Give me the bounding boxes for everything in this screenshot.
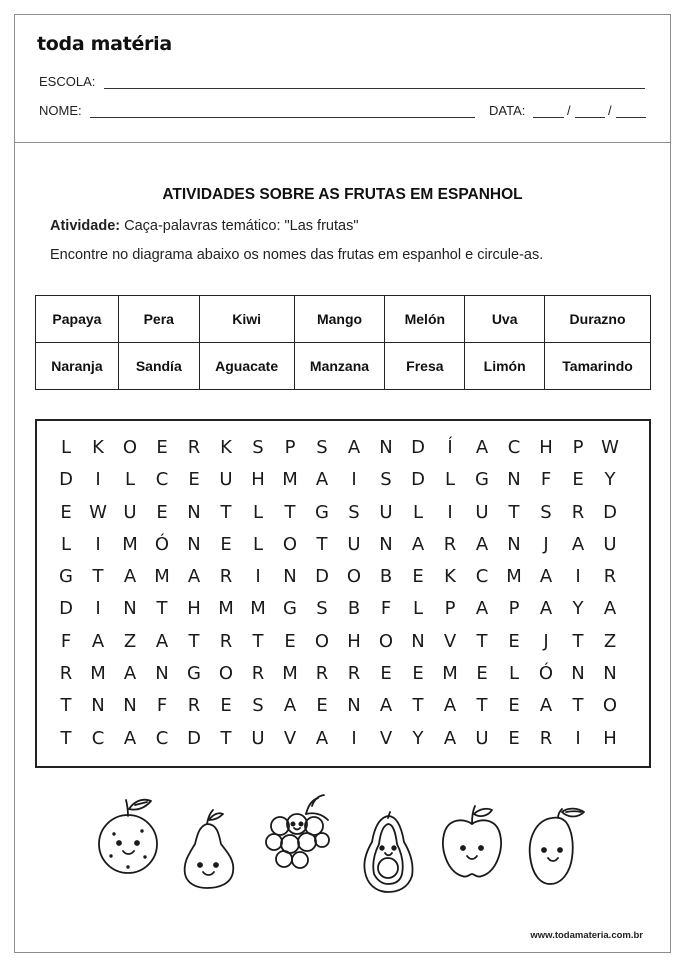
grid-letter[interactable]: U [347,533,361,555]
grid-letter[interactable]: N [91,695,105,717]
grid-letter[interactable]: B [347,598,361,620]
grid-letter[interactable]: U [123,501,137,523]
grid-letter[interactable]: L [252,501,264,523]
grid-letter[interactable]: N [123,695,137,717]
grid-letter[interactable]: U [475,727,489,749]
grid-letter[interactable]: U [251,727,265,749]
grid-letter[interactable]: T [60,727,72,749]
grid-letter[interactable]: D [187,727,201,749]
grid-letter[interactable]: I [95,469,101,491]
grid-letter[interactable]: N [603,663,617,685]
grid-letter[interactable]: M [282,469,298,491]
grid-letter[interactable]: E [220,695,232,717]
grid-letter[interactable]: A [123,727,137,749]
grid-letter[interactable]: A [475,598,489,620]
grid-letter[interactable]: L [60,533,72,555]
grid-letter[interactable]: J [543,533,549,555]
grid-letter[interactable]: A [123,566,137,588]
grid-letter[interactable]: A [539,566,553,588]
grid-letter[interactable]: N [379,533,393,555]
grid-letter[interactable]: T [508,501,520,523]
grid-letter[interactable]: I [575,566,581,588]
grid-letter[interactable]: S [316,437,328,458]
grid-letter[interactable]: A [283,695,297,717]
grid-letter[interactable]: F [540,469,552,491]
grid-letter[interactable]: L [444,469,456,491]
grid-letter[interactable]: H [347,630,361,652]
date-separator: / [567,103,571,118]
grid-letter[interactable]: A [315,469,329,491]
grid-letter[interactable]: N [155,663,169,685]
grid-letter[interactable]: M [90,663,106,685]
grid-letter[interactable]: N [411,630,425,652]
grid-letter[interactable]: A [91,630,105,652]
grid-letter[interactable]: R [571,501,585,523]
apple-icon [440,804,504,880]
grid-letter[interactable]: A [347,437,361,458]
grid-letter[interactable]: S [380,469,392,491]
grid-letter[interactable]: T [476,695,488,717]
grid-letter[interactable]: R [603,566,617,588]
grid-letter[interactable]: I [351,727,357,749]
word-cell: Sandía [118,343,199,390]
word-cell: Papaya [36,296,119,343]
grid-letter[interactable]: V [283,727,297,749]
grid-letter[interactable]: Y [572,598,584,620]
grid-letter[interactable]: L [60,437,72,458]
grid-letter[interactable]: V [379,727,393,749]
word-cell: Tamarindo [545,343,651,390]
grapes-icon [262,792,334,874]
name-label: NOME: [39,103,82,118]
grid-letter[interactable]: T [572,630,584,652]
date-month-field[interactable] [575,117,605,118]
instruction-text: Encontre no diagrama abaixo os nomes das frutas em espanhol e circule-as. [50,247,544,263]
activity-text: Caça-palavras temático: "Las frutas" [124,218,359,234]
grid-letter[interactable]: T [284,501,296,523]
brand-logo: toda matéria [37,33,172,55]
grid-letter[interactable]: A [539,598,553,620]
grid-letter[interactable]: V [443,630,457,652]
date-day-field[interactable] [533,117,564,118]
school-label: ESCOLA: [39,74,96,89]
grid-letter[interactable]: T [92,566,104,588]
grid-letter[interactable]: A [475,533,489,555]
grid-letter[interactable]: B [379,566,393,588]
grid-letter[interactable]: L [412,501,424,523]
word-cell: Limón [465,343,545,390]
grid-letter[interactable]: O [282,533,298,555]
grid-letter[interactable]: U [379,501,393,523]
grid-letter[interactable]: R [187,437,201,458]
grid-letter[interactable]: E [476,663,488,685]
grid-letter[interactable]: Y [412,727,424,749]
grid-letter[interactable]: T [476,630,488,652]
grid-letter[interactable]: M [506,566,522,588]
grid-letter[interactable]: C [155,469,169,491]
word-cell: Aguacate [199,343,294,390]
grid-letter[interactable]: L [412,598,424,620]
grid-letter[interactable]: I [447,501,453,523]
date-year-field[interactable] [616,117,646,118]
grid-letter[interactable]: Í [447,437,453,458]
grid-letter[interactable]: T [156,598,168,620]
grid-letter[interactable]: I [351,469,357,491]
grid-letter[interactable]: A [571,533,585,555]
grid-letter[interactable]: K [92,437,104,458]
grid-letter[interactable]: K [444,566,456,588]
word-table-row [36,296,651,343]
grid-letter[interactable]: O [218,663,234,685]
grid-letter[interactable]: A [443,727,457,749]
grid-letter[interactable]: U [219,469,233,491]
grid-letter[interactable]: P [572,437,584,458]
word-table-row [36,343,651,390]
grid-letter[interactable]: T [188,630,200,652]
grid-letter[interactable]: A [315,727,329,749]
grid-letter[interactable]: O [314,630,330,652]
grid-letter[interactable]: R [219,566,233,588]
grid-letter[interactable]: A [475,437,489,458]
grid-letter[interactable]: H [187,598,201,620]
grid-letter[interactable]: P [444,598,456,620]
word-cell: Mango [294,296,385,343]
grid-letter[interactable]: F [60,630,72,652]
grid-letter[interactable]: U [603,533,617,555]
grid-letter[interactable]: L [124,469,136,491]
grid-letter[interactable]: J [543,630,549,652]
grid-letter[interactable]: N [187,533,201,555]
grid-letter[interactable]: C [475,566,489,588]
grid-letter[interactable]: H [603,727,617,749]
grid-letter[interactable]: A [539,695,553,717]
grid-letter[interactable]: E [380,663,392,685]
page-title: ATIVIDADES SOBRE AS FRUTAS EM ESPANHOL [162,186,523,203]
grid-letter[interactable]: A [187,566,201,588]
grid-letter[interactable]: T [316,533,328,555]
word-cell: Pera [118,296,199,343]
name-field[interactable] [90,117,475,118]
grid-letter[interactable]: E [508,695,520,717]
grid-letter[interactable]: G [59,566,73,588]
word-cell: Melón [385,296,465,343]
grid-letter[interactable]: R [219,630,233,652]
grid-letter[interactable]: A [603,598,617,620]
grid-letter[interactable]: M [282,663,298,685]
grid-letter[interactable]: A [411,533,425,555]
grid-letter[interactable]: E [220,533,232,555]
grid-letter[interactable]: N [347,695,361,717]
grid-letter[interactable]: I [95,533,101,555]
grid-letter[interactable]: D [603,501,617,523]
grid-letter[interactable]: G [283,598,297,620]
activity-line [50,218,358,234]
grid-letter[interactable]: L [508,663,520,685]
grid-letter[interactable]: I [255,566,261,588]
grid-letter[interactable]: L [252,533,264,555]
grid-letter[interactable]: G [475,469,489,491]
grid-letter[interactable]: O [122,437,138,458]
grid-letter[interactable]: E [284,630,296,652]
grid-letter[interactable]: N [187,501,201,523]
mango-icon [522,806,588,886]
grid-letter[interactable]: R [347,663,361,685]
grid-letter[interactable]: O [346,566,362,588]
grid-letter[interactable]: S [540,501,552,523]
word-cell: Manzana [294,343,385,390]
grid-letter[interactable]: Z [123,630,137,652]
grid-letter[interactable]: E [156,501,168,523]
date-separator: / [608,103,612,118]
grid-letter[interactable]: G [315,501,329,523]
grid-letter[interactable]: A [123,663,137,685]
word-cell: Naranja [36,343,119,390]
grid-letter[interactable]: T [572,695,584,717]
pear-icon [179,808,239,890]
grid-letter[interactable]: E [508,630,520,652]
word-cell: Kiwi [199,296,294,343]
grid-letter[interactable]: D [315,566,329,588]
grid-letter[interactable]: E [508,727,520,749]
grid-letter[interactable]: Ó [538,663,554,685]
grid-letter[interactable]: W [89,501,107,523]
grid-letter[interactable]: M [250,598,266,620]
grid-letter[interactable]: R [187,695,201,717]
orange-icon [97,794,163,879]
avocado-icon [360,810,416,894]
grid-letter[interactable]: H [539,437,553,458]
grid-letter[interactable]: N [123,598,137,620]
grid-letter[interactable]: O [602,695,618,717]
grid-letter[interactable]: N [507,533,521,555]
grid-letter[interactable]: M [122,533,138,555]
grid-letter[interactable]: R [251,663,265,685]
grid-letter[interactable]: P [284,437,296,458]
grid-letter[interactable]: M [442,663,458,685]
grid-letter[interactable]: T [60,695,72,717]
grid-letter[interactable]: G [187,663,201,685]
grid-letter[interactable]: T [220,727,232,749]
grid-letter[interactable]: R [443,533,457,555]
grid-letter[interactable]: N [571,663,585,685]
grid-letter[interactable]: U [475,501,489,523]
fruit-illustrations [0,790,685,900]
grid-letter[interactable]: D [59,469,73,491]
school-field[interactable] [104,88,645,89]
grid-letter[interactable]: S [348,501,360,523]
grid-letter[interactable]: D [59,598,73,620]
grid-letter[interactable]: N [507,469,521,491]
grid-letter[interactable]: A [379,695,393,717]
grid-letter[interactable]: N [379,437,393,458]
grid-letter[interactable]: S [316,598,328,620]
grid-letter[interactable]: S [252,437,264,458]
grid-letter[interactable]: Z [603,630,617,652]
grid-letter[interactable]: N [283,566,297,588]
grid-letter[interactable]: E [412,566,424,588]
grid-letter[interactable]: K [220,437,232,458]
grid-letter[interactable]: R [315,663,329,685]
grid-letter[interactable]: E [188,469,200,491]
grid-letter[interactable]: R [539,727,553,749]
grid-letter[interactable]: O [378,630,394,652]
grid-letter[interactable]: Ó [154,533,170,555]
grid-letter[interactable]: T [412,695,424,717]
grid-letter[interactable]: A [443,695,457,717]
grid-letter[interactable]: T [252,630,264,652]
grid-letter[interactable]: I [575,727,581,749]
activity-label: Atividade: [50,218,121,234]
word-cell: Durazno [545,296,651,343]
date-label: DATA: [489,103,526,118]
grid-letter[interactable]: C [155,727,169,749]
grid-letter[interactable]: W [601,437,619,458]
footer-url: www.todamateria.com.br [530,930,643,941]
grid-letter[interactable]: H [251,469,265,491]
grid-letter[interactable]: M [154,566,170,588]
grid-letter[interactable]: P [508,598,520,620]
grid-letter[interactable]: D [411,437,425,458]
word-cell: Fresa [385,343,465,390]
grid-letter[interactable]: M [218,598,234,620]
grid-letter[interactable]: F [380,598,392,620]
grid-letter[interactable]: D [411,469,425,491]
grid-letter[interactable]: C [507,437,521,458]
grid-letter[interactable]: S [252,695,264,717]
grid-letter[interactable]: E [60,501,72,523]
grid-letter[interactable]: A [155,630,169,652]
grid-letter[interactable]: E [316,695,328,717]
grid-letter[interactable]: E [572,469,584,491]
grid-letter[interactable]: C [91,727,105,749]
grid-letter[interactable]: I [95,598,101,620]
grid-letter[interactable]: R [59,663,73,685]
word-list-table [35,295,651,390]
grid-letter[interactable]: E [156,437,168,458]
word-search-grid [35,419,651,768]
grid-letter[interactable]: E [412,663,424,685]
grid-letter[interactable]: F [156,695,168,717]
word-cell: Uva [465,296,545,343]
grid-letter[interactable]: Y [604,469,616,491]
grid-letter[interactable]: T [220,501,232,523]
